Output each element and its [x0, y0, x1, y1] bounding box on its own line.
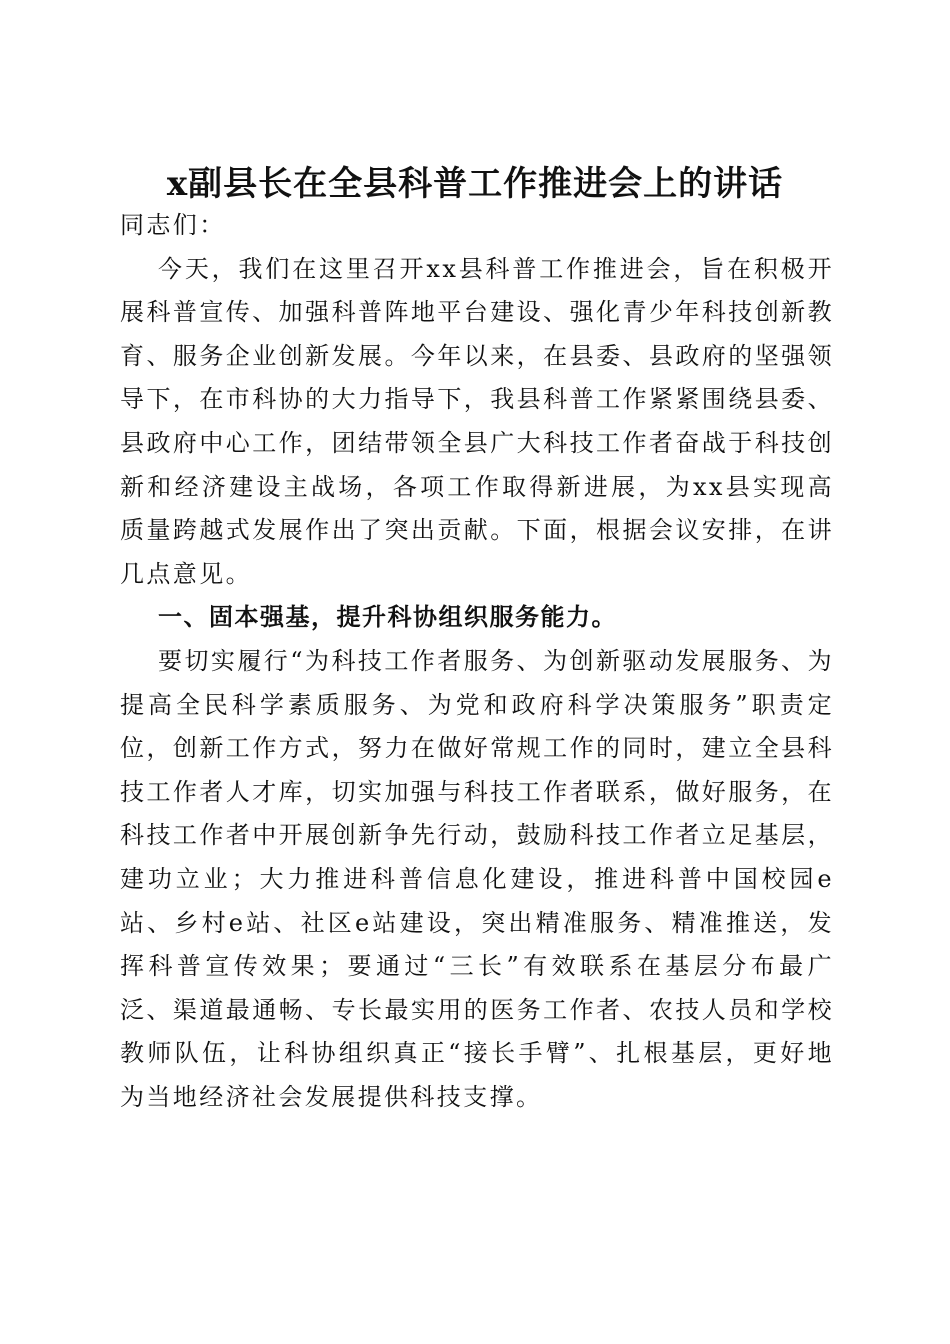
document-title: x副县长在全县科普工作推进会上的讲话	[166, 163, 784, 204]
document-body	[120, 204, 834, 1119]
paragraph-introduction: 今天，我们在这里召开xx县科普工作推进会，旨在积极开展科普宣传、加强科普阵地平台建设、强化青少年科技创新教育、服务企业创新发展。今年以来，在县委、县政府的坚强领导下，在市科协的大力指导下，我县科普工作紧紧围绕县委、县政府中心工作，团结带领全县广大科技工作者奋战于科技创新和经济建设主战场，各项工作取得新进展，为xx县实现高质量跨越式发展作出了突出贡献。下面，根据会议安排，在讲几点意见。	[120, 254, 834, 588]
section-heading-1: 一、固本强基，提升科协组织服务能力。	[158, 603, 617, 632]
paragraph-section-1: 要切实履行“为科技工作者服务、为创新驱动发展服务、为提高全民科学素质服务、为党和政府科学决策服务”职责定位，创新工作方式，努力在做好常规工作的同时，建立全县科技工作者人才库，切实加强与科技工作者联系，做好服务，在科技工作者中开展创新争先行动，鼓励科技工作者立足基层，建功立业；大力推进科普信息化建设，推进科普中国校园e站、乡村e站、社区e站建设，突出精准服务、精准推送，发挥科普宣传效果；要通过“三长”有效联系在基层分布最广泛、渠道最通畅、专长最实用的医务工作者、农技人员和学校教师队伍，让科协组织真正“接长手臂”、扎根基层，更好地为当地经济社会发展提供科技支撑。	[120, 646, 834, 1111]
salutation: 同志们：	[120, 211, 226, 239]
